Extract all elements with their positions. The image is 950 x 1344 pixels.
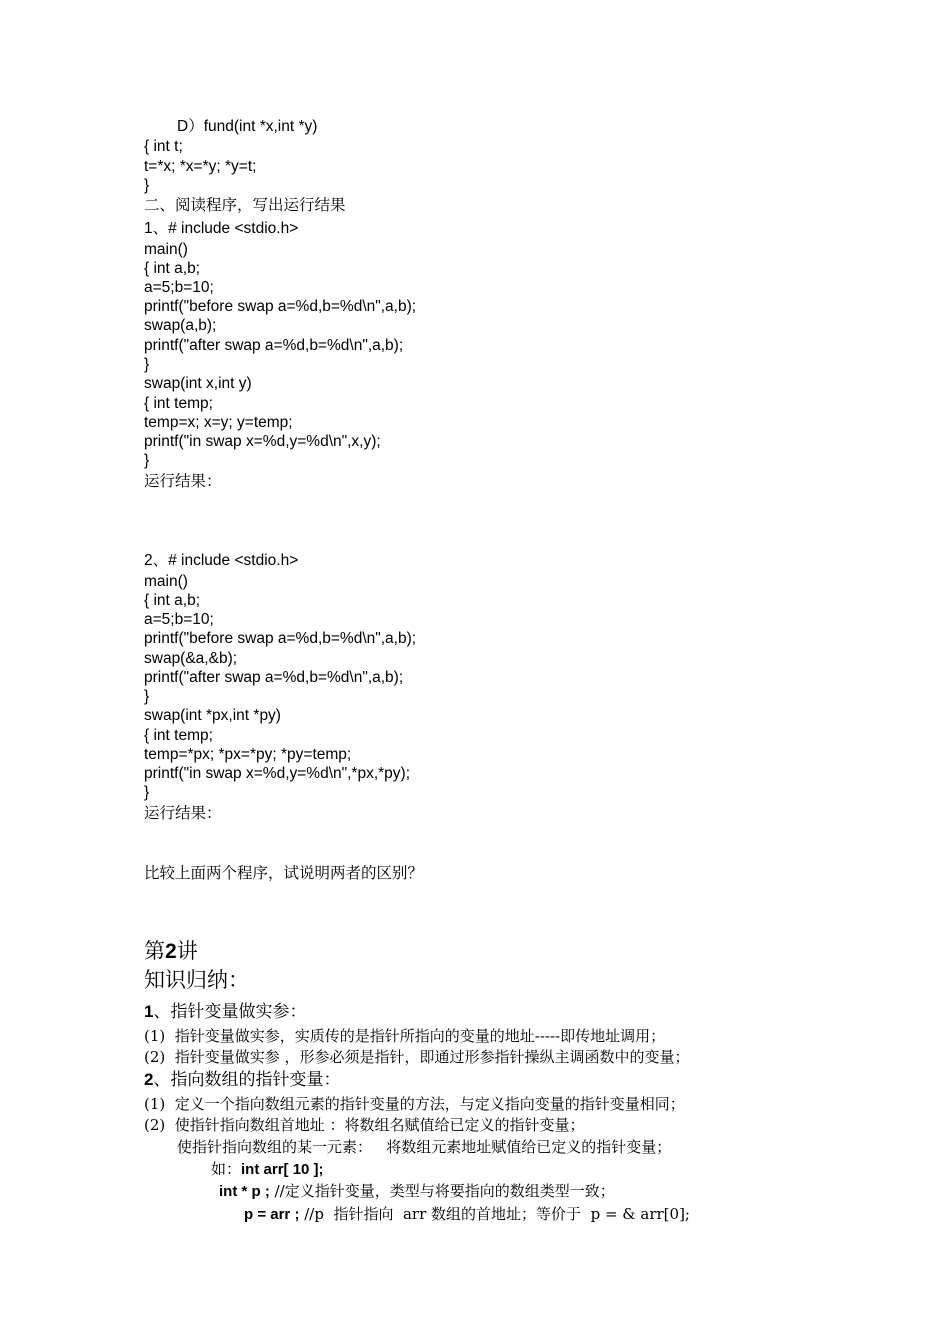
code-line: { int a,b; xyxy=(144,260,201,277)
code-line: } xyxy=(144,784,150,801)
topic2-title: 、指向数组的指针变量： xyxy=(153,1070,341,1090)
example-comment: //定义指针变量，类型与将要指向的数组类型一致； xyxy=(269,1182,615,1200)
compare-question: 比较上面两个程序，试说明两者的区别？ xyxy=(144,864,424,882)
lecture-title-post: 讲 xyxy=(176,939,198,963)
topic1-heading xyxy=(144,1001,306,1023)
code-line: swap(a,b); xyxy=(144,317,217,334)
code-line: a=5;b=10; xyxy=(144,611,214,628)
topic2-item-1: (1) 定义一个指向数组元素的指针变量的方法，与定义指向变量的指针变量相同； xyxy=(144,1095,685,1113)
code-line: { int a,b; xyxy=(144,592,201,609)
code-line: swap(&a,&b); xyxy=(144,650,238,667)
topic1-item-2: (2) 指针变量做实参 ，形参必须是指针，即通过形参指针操纵主调函数中的变量； xyxy=(144,1048,690,1066)
code-line: printf("after swap a=%d,b=%d\n",a,b); xyxy=(144,669,404,686)
topic1-num: 1 xyxy=(144,1002,154,1021)
code-line: printf("after swap a=%d,b=%d\n",a,b); xyxy=(144,337,404,354)
code-line: a=5;b=10; xyxy=(144,279,214,296)
result-label: 运行结果： xyxy=(144,804,222,822)
code-line: { int temp; xyxy=(144,395,213,412)
code-line: temp=*px; *px=*py; *py=temp; xyxy=(144,746,352,763)
code-line: main() xyxy=(144,573,188,590)
example-comment: //p 指针指向 arr 数组的首地址；等价于 p = & arr[0]; xyxy=(299,1205,690,1223)
code-line: printf("before swap a=%d,b=%d\n",a,b); xyxy=(144,630,417,647)
example-line-1 xyxy=(211,1160,324,1179)
example-line-2 xyxy=(219,1182,615,1201)
lecture-title xyxy=(144,938,198,965)
example-code: p = arr ; xyxy=(244,1206,300,1223)
topic2-num: 2 xyxy=(144,1070,154,1089)
code-line: printf("before swap a=%d,b=%d\n",a,b); xyxy=(144,298,417,315)
summary-heading: 知识归纳： xyxy=(144,968,249,992)
code-line: { int t; xyxy=(144,138,183,155)
program1-header: 1、# include <stdio.h> xyxy=(144,220,299,237)
topic1-title: 、指针变量做实参： xyxy=(153,1002,307,1022)
example-code: int * p ; xyxy=(219,1183,270,1200)
element-pointer-line: 使指针指向数组的某一元素： 将数组元素地址赋值给已定义的指针变量； xyxy=(177,1138,672,1156)
section-title: 二、阅读程序，写出运行结果 xyxy=(144,196,346,214)
code-line: } xyxy=(144,177,150,194)
topic2-heading xyxy=(144,1069,340,1091)
program2-header: 2、# include <stdio.h> xyxy=(144,552,299,569)
example-line-3 xyxy=(244,1205,690,1224)
code-line: swap(int x,int y) xyxy=(144,375,252,392)
code-line: main() xyxy=(144,241,188,258)
topic1-item-1: (1) 指针变量做实参，实质传的是指针所指向的变量的地址-----即传地址调用； xyxy=(144,1027,666,1045)
lecture-title-pre: 第 xyxy=(144,939,165,963)
code-line: } xyxy=(144,688,150,705)
code-line: t=*x; *x=*y; *y=t; xyxy=(144,158,257,175)
lecture-title-num: 2 xyxy=(165,940,177,963)
option-d-signature: D）fund(int *x,int *y) xyxy=(177,118,318,135)
code-line: printf("in swap x=%d,y=%d\n",x,y); xyxy=(144,433,381,450)
example-label: 如： xyxy=(211,1160,242,1178)
code-line: printf("in swap x=%d,y=%d\n",*px,*py); xyxy=(144,765,411,782)
topic2-item-2: (2) 使指针指向数组首地址 ：将数组名赋值给已定义的指针变量； xyxy=(144,1116,585,1134)
code-line: temp=x; x=y; y=temp; xyxy=(144,414,293,431)
code-line: swap(int *px,int *py) xyxy=(144,707,281,724)
code-line: { int temp; xyxy=(144,727,213,744)
code-line: } xyxy=(144,452,150,469)
example-code: int arr[ 10 ]; xyxy=(241,1161,324,1178)
code-line: } xyxy=(144,356,150,373)
result-label: 运行结果： xyxy=(144,472,222,490)
